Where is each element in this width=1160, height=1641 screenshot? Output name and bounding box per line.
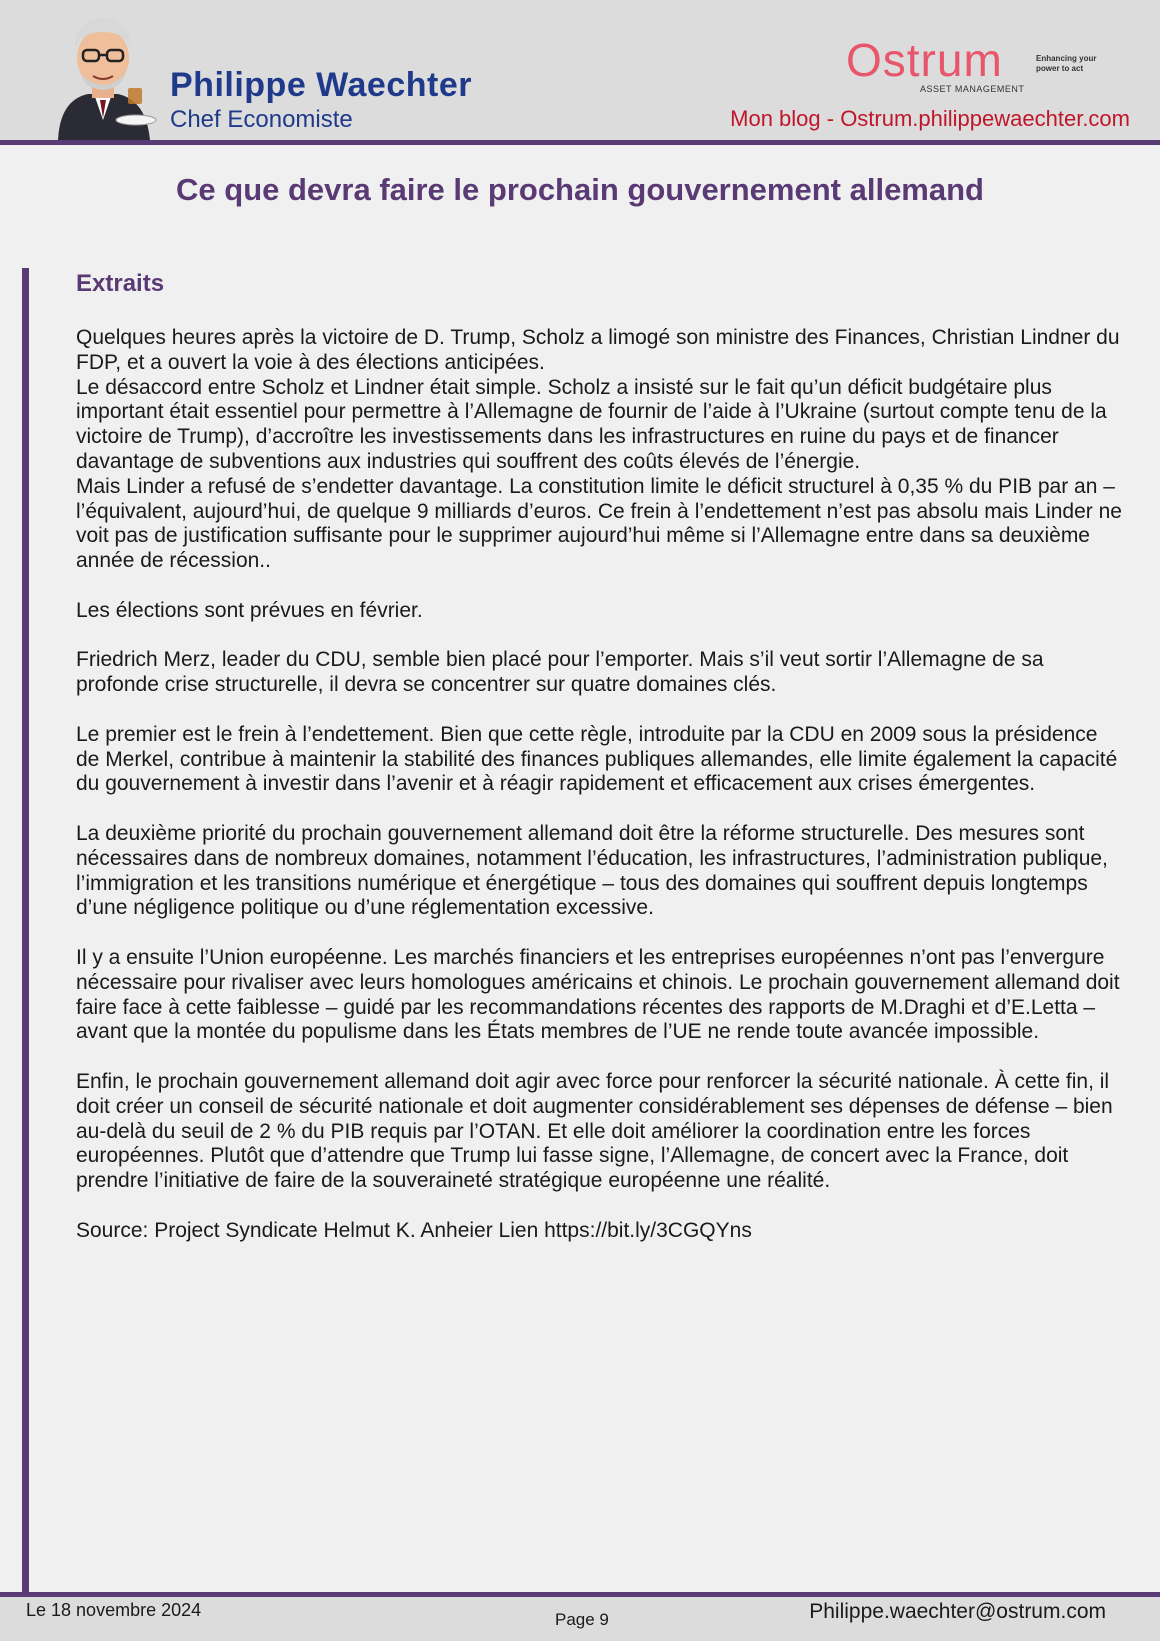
blog-link[interactable]: Mon blog - Ostrum.philippewaechter.com — [730, 106, 1130, 131]
paragraph-5: La deuxième priorité du prochain gouvernement allemand doit être la réforme structurelle. Des mesures sont nécessaires dans de nombreux domaines, notamment l’éducation, les infrastructures, l’administration publique, l’immigration et les transitions numérique et énergétique – tous des domaines qui souffrent depuis longtemps d’une négligence politique ou d’une réglementation excessive. — [76, 821, 1108, 920]
footer-date: Le 18 novembre 2024 — [26, 1600, 202, 1620]
logo-word: Ostrum — [846, 34, 1003, 86]
footer-email[interactable]: Philippe.waechter@ostrum.com — [809, 1600, 1106, 1623]
source-line: Source: Project Syndicate Helmut K. Anheier Lien https://bit.ly/3CGQYns — [76, 1218, 752, 1242]
section-label: Extraits — [76, 270, 165, 297]
page-number: Page 9 — [555, 1610, 609, 1629]
author-name: Philippe Waechter — [170, 66, 472, 104]
paragraph-1: Quelques heures après la victoire de D. Trump, Scholz a limogé son ministre des Finances, Christian Lindner du FDP, et a ouvert la voie à des élections anticipées. Le désaccord entre Scholz et Lindner était simple. Scholz a insisté sur le fait qu’un déficit budgétaire plus important était essentiel pour permettre à l’Allemagne de fournir de l’aide à l’Ukraine (surtout compte tenu de la victoire de Trump), d’accroître les investissements dans les infrastructures en ruine du pays et de financer davantage de subventions aux industries qui souffrent des coûts élevés de l’énergie. Mais Linder a refusé de s’endetter davantage. La constitution limite le déficit structurel à 0,35 % du PIB par an – l’équivalent, aujourd’hui, de quelque 9 milliards d’euros. Ce frein à l’endettement n’est pas absolu mais Linder ne voit pas de justification suffisante pour le supprimer aujourd’hui même si l’Allemagne entre dans sa deuxième année de récession.. — [76, 326, 1122, 573]
paragraph-7: Enfin, le prochain gouvernement allemand doit agir avec force pour renforcer la sécurité nationale. À cette fin, il doit créer un conseil de sécurité nationale et doit augmenter considérablement ses dépenses de défense – bien au-delà du seuil de 2 % du PIB requis par l’OTAN. Et elle doit améliorer la coordination entre les forces européennes. Plutôt que d’attendre que Trump lui fasse signe, l’Allemagne, de concert avec la France, doit prendre l’initiative de faire de la souveraineté stratégique européenne une réalité. — [76, 1069, 1113, 1193]
header-divider — [0, 140, 1160, 145]
caricature-avatar-icon — [48, 8, 158, 140]
ostrum-logo — [846, 36, 1106, 96]
article-body — [76, 326, 1126, 1268]
paragraph-3: Friedrich Merz, leader du CDU, semble bien placé pour l’emporter. Mais s’il veut sortir l’Allemagne de sa profonde crise structurelle, il devra se concentrer sur quatre domaines clés. — [76, 648, 1044, 697]
side-accent-bar — [22, 268, 29, 1593]
logo-tagline: Enhancing your power to act — [1036, 54, 1097, 73]
paragraph-6: Il y a ensuite l’Union européenne. Les marchés financiers et les entreprises européennes n’ont pas l’envergure nécessaire pour rivaliser avec leurs homologues américains et chinois. Le prochain gouvernement allemand doit faire face à cette faiblesse – guidé par les recommandations récentes des rapports de M.Draghi et d’E.Letta – avant que la montée du populisme dans les États membres de l’UE ne rende toute avancée impossible. — [76, 945, 1120, 1044]
paragraph-2: Les élections sont prévues en février. — [76, 598, 423, 622]
author-role: Chef Economiste — [170, 106, 353, 133]
page-title: Ce que devra faire le prochain gouvernement allemand — [176, 172, 984, 207]
logo-subtitle: ASSET MANAGEMENT — [920, 84, 1025, 94]
paragraph-4: Le premier est le frein à l’endettement. Bien que cette règle, introduite par la CDU en 2009 sous la présidence de Merkel, contribue à maintenir la stabilité des finances publiques allemandes, elle limite également la capacité du gouvernement à investir dans l’avenir et à réagir rapidement et efficacement aux crises émergentes. — [76, 722, 1118, 796]
